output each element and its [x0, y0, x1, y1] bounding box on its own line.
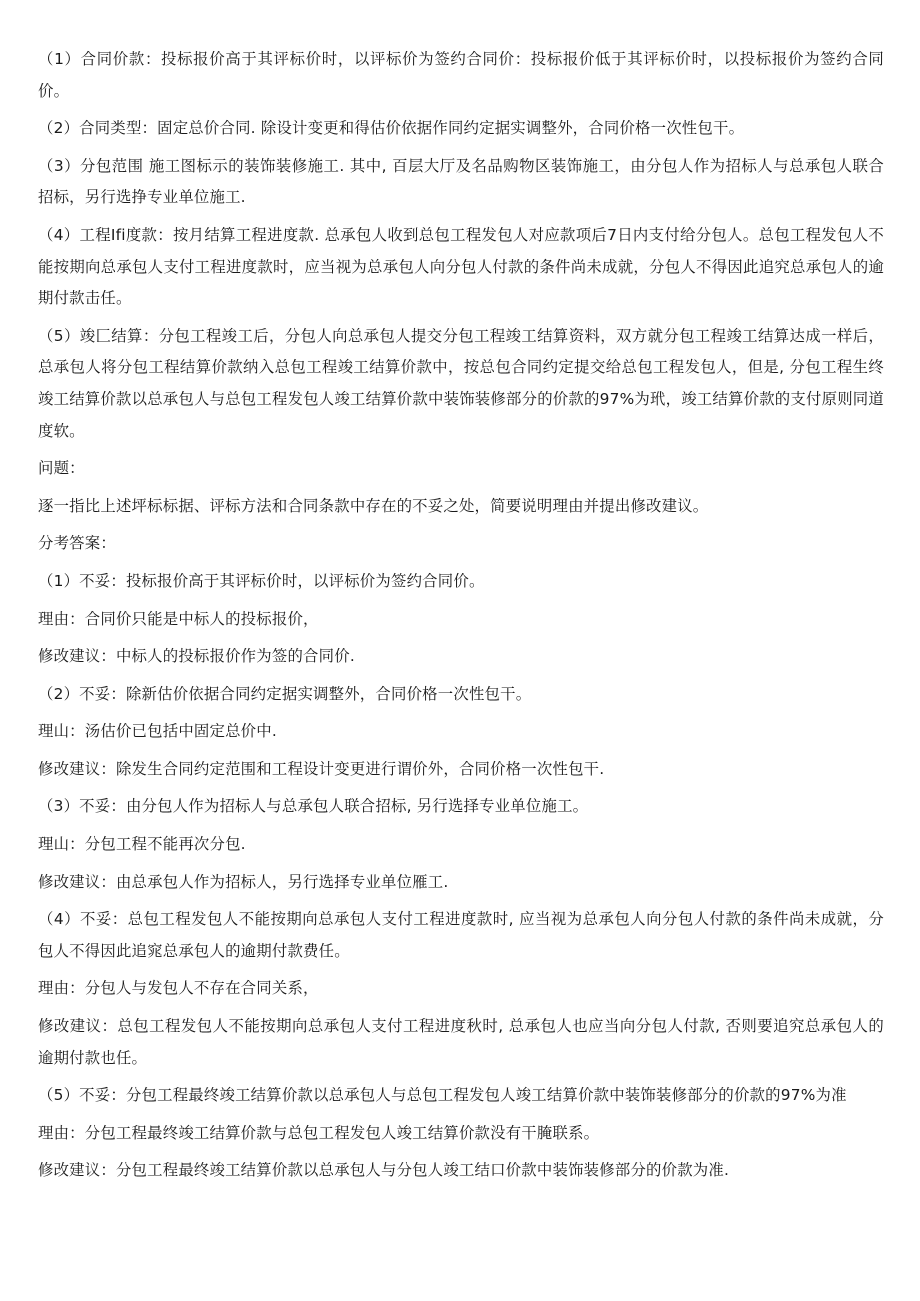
answer-2-reason: 理山：汤估价已包括中固定总价中. [38, 722, 277, 741]
answer-1-issue: （1）不妥：投标报价高于其评标价时，以评标价为签约合同价。 [38, 571, 485, 590]
document-page [38, 44, 884, 1193]
answer-4-issue: （4）不妥：总包工程发包人不能按期向总承包人支付工程进度款时, 应当视为总承包人向分包人付款的条件尚未成就，分包人不得因此追窕总承包人的逾期付款费任。 [38, 910, 884, 960]
answer-3-reason: 理山：分包工程不能再次分包. [38, 835, 246, 854]
answer-2-issue: （2）不妥：除新估价依据合同约定据实调整外，合同价格一次性包干。 [38, 684, 532, 703]
contract-clause-4: （4）工程Ifi度款：按月结算工程进度款. 总承包人收到总包工程发包人对应款项后7日内支付给分包人。总包工程发包人不能按期向总承包人支付工程进度款时，应当视为总承包人向分包人付款的条件尚未成就，分包人不得因此追究总承包人的逾期付款击任。 [38, 225, 884, 308]
contract-clause-3: （3）分包范围 施工图标示的装饰装修施工. 其中, 百层大厅及名品购物区装饰施工，由分包人作为招标人与总承包人联合招标，另行选挣专业单位施工. [38, 156, 884, 207]
answer-1-suggestion: 修改建议：中标人的投标报价作为签的合同价. [38, 647, 355, 666]
answer-1-reason: 理由：合同价只能是中标人的投标报价， [38, 609, 319, 628]
contract-clause-2: （2）合同类型：固定总价合同. 除设计变更和得估价依据作同约定据实调整外，合同价格一次性包干。 [38, 119, 745, 138]
answer-5-reason: 理由：分包工程最终竣工结算价款与总包工程发包人竣工结算价款没有干腌联系。 [38, 1123, 600, 1142]
contract-clause-5: （5）竣匚结算：分包工程竣工后，分包人向总承包人提交分包工程竣工结算资料，双方就分包工程竣工结算达成一样后，总承包人将分包工程结算价款纳入总包工程竣工结算价款中，按总包合同约定提交给总包工程发包人，但是, 分包工程生终竣工结算价款以总承包人与总包工程发包人竣工结算价款中装饰装修部分的价款的97%为玳，竣工结算价款的支付原则同道度软。 [38, 326, 884, 440]
question-heading: 问题： [38, 459, 85, 478]
question-text: 逐一指比上述坪标标据、评标方法和合同条款中存在的不妥之处，简要说明理由并提出修改建议。 [38, 496, 709, 515]
answer-2-suggestion: 修改建议：除发生合同约定范围和工程设计变更进行谓价外，合同价格一次性包干. [38, 759, 605, 778]
answer-5-issue: （5）不妥：分包工程最终竣工结算价款以总承包人与总包工程发包人竣工结算价款中装饰装修部分的价款的97%为准 [38, 1086, 847, 1105]
answer-4-suggestion: 修改建议：总包工程发包人不能按期向总承包人支付工程进度秋时, 总承包人也应当向分包人付款, 否则要追究总承包人的逾期付款也任。 [38, 1017, 884, 1067]
answer-4-reason: 理由：分包人与发包人不存在合同关系， [38, 979, 319, 998]
answer-3-suggestion: 修改建议：由总承包人作为招标人，另行选择专业单位雁工. [38, 872, 449, 891]
contract-clause-1: （1）合同价款：投标报价高于其评标价时，以评标价为签约合同价：投标报价低于其评标价时，以投标报价为签约合同价。 [38, 50, 884, 100]
answer-heading: 分考答案： [38, 534, 116, 553]
answer-3-issue: （3）不妥：由分包人作为招标人与总承包人联合招标, 另行选择专业单位施工。 [38, 797, 589, 816]
answer-5-suggestion: 修改建议：分包工程最终竣工结算价款以总承包人与分包人竣工结口价款中装饰装修部分的价款为准. [38, 1161, 730, 1180]
